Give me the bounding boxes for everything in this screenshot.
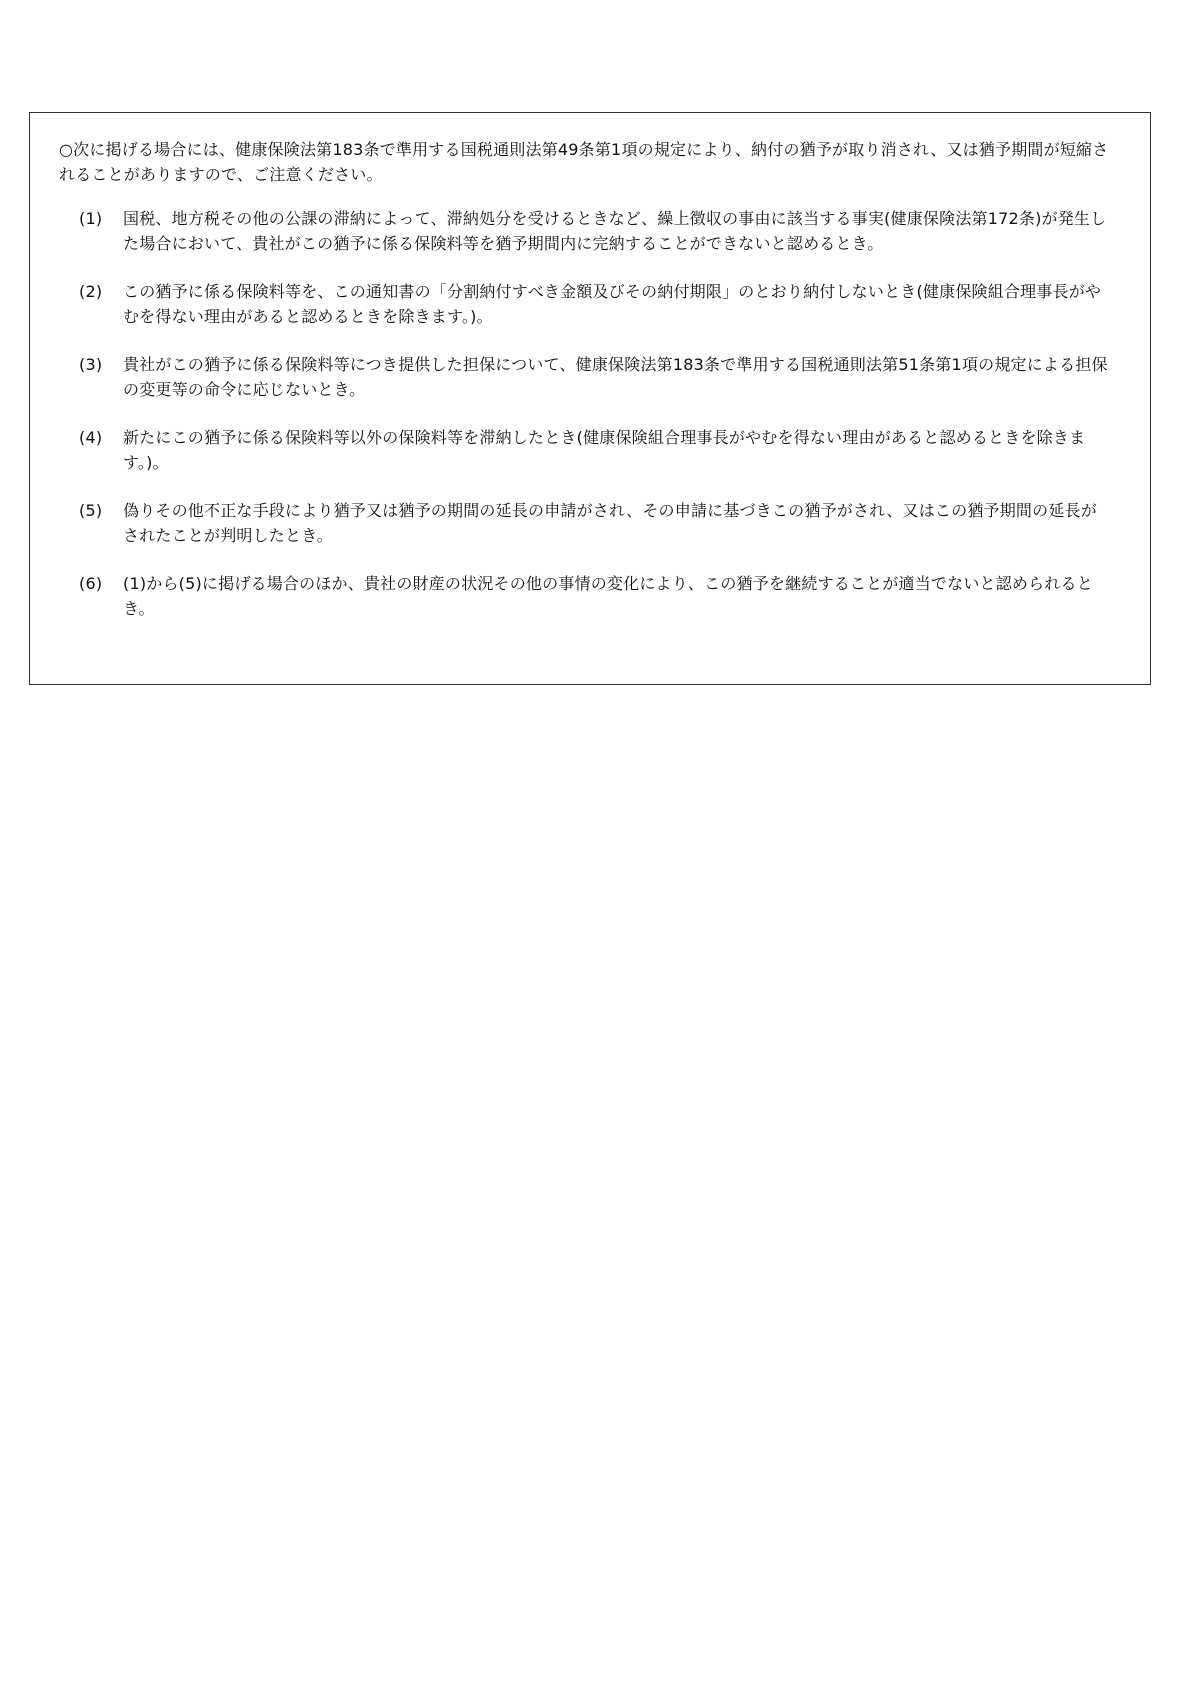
notice-list <box>59 206 1110 621</box>
notice-item-1 <box>79 206 1110 256</box>
item-number: (3) <box>79 355 103 374</box>
notice-intro: ○次に掲げる場合には、健康保険法第183条で準用する国税通則法第49条第1項の規定により、納付の猶予が取り消され、又は猶予期間が短縮されることがありますので、ご注意ください。 <box>59 140 1109 184</box>
item-text: 貴社がこの猶予に係る保険料等につき提供した担保について、健康保険法第183条で準用する国税通則法第51条第1項の規定による担保の変更等の命令に応じないとき。 <box>123 355 1108 399</box>
notice-item-5 <box>79 498 1110 548</box>
item-text: 偽りその他不正な手段により猶予又は猶予の期間の延長の申請がされ、その申請に基づきこの猶予がされ、又はこの猶予期間の延長がされたことが判明したとき。 <box>123 501 1097 545</box>
item-number: (6) <box>79 574 103 593</box>
item-number: (1) <box>79 209 103 228</box>
item-text: 国税、地方税その他の公課の滞納によって、滞納処分を受けるときなど、繰上徴収の事由に該当する事実(健康保険法第172条)が発生した場合において、貴社がこの猶予に係る保険料等を猶予期間内に完納することができないと認めるとき。 <box>123 209 1107 253</box>
notice-item-6 <box>79 571 1110 621</box>
item-text: この猶予に係る保険料等を、この通知書の「分割納付すべき金額及びその納付期限」のとおり納付しないとき(健康保険組合理事長がやむを得ない理由があると認めるときを除きます。)。 <box>123 282 1102 326</box>
item-number: (4) <box>79 428 103 447</box>
notice-item-4 <box>79 425 1110 475</box>
notice-box <box>29 112 1151 685</box>
notice-item-2 <box>79 279 1110 329</box>
item-text: (1)から(5)に掲げる場合のほか、貴社の財産の状況その他の事情の変化により、この猶予を継続することが適当でないと認められるとき。 <box>123 574 1093 618</box>
item-text: 新たにこの猶予に係る保険料等以外の保険料等を滞納したとき(健康保険組合理事長がやむを得ない理由があると認めるときを除きます。)。 <box>123 428 1086 472</box>
item-number: (2) <box>79 282 103 301</box>
item-number: (5) <box>79 501 103 520</box>
notice-item-3 <box>79 352 1110 402</box>
